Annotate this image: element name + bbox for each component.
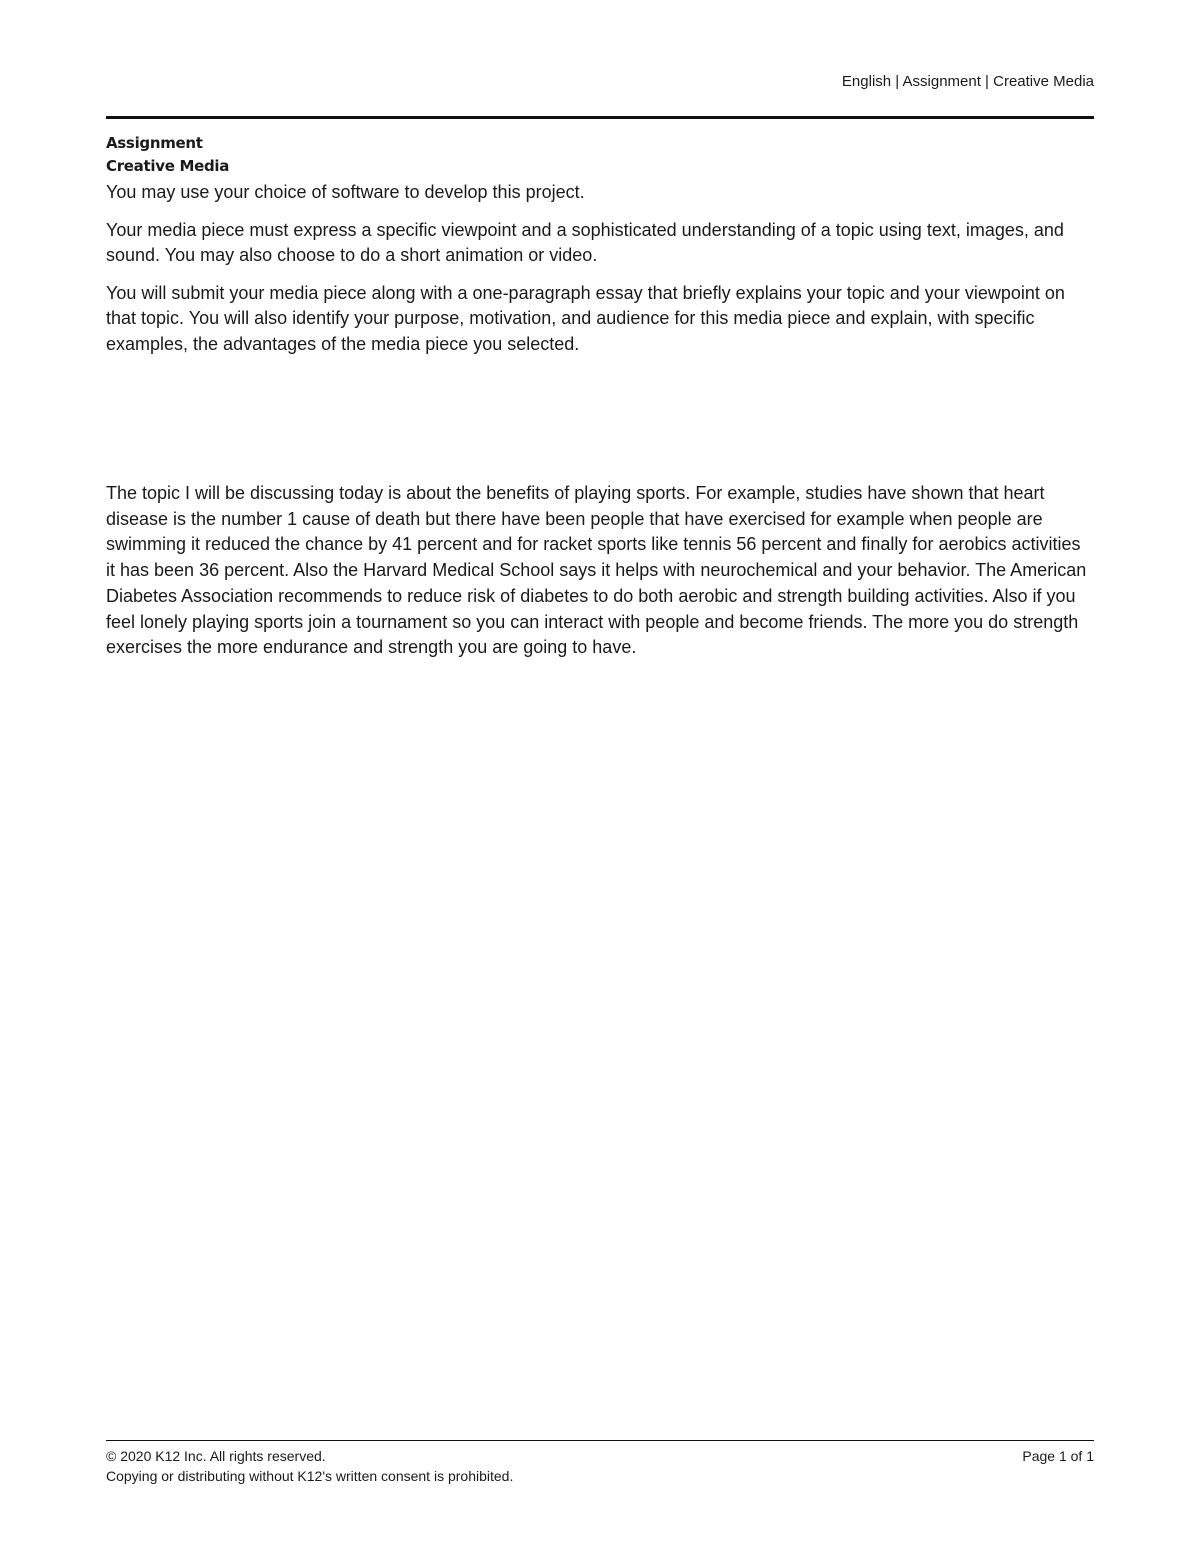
page-number: Page 1 of 1 (1022, 1448, 1094, 1464)
footer-legal (106, 1446, 513, 1486)
instruction-paragraph: You will submit your media piece along with a one-paragraph essay that briefly explains your topic and your viewpoint on that topic. You will also identify your purpose, motivation, and audience for this media piece and explain, with specific examples, the advantages of the media piece you selected. (106, 282, 1065, 354)
page-header-breadcrumb: English | Assignment | Creative Media (841, 73, 1094, 90)
footer-notice: Copying or distributing without K12's written consent is prohibited. (106, 1468, 514, 1484)
essay-paragraph: The topic I will be discussing today is about the benefits of playing sports. For example, studies have shown that heart disease is the number 1 cause of death but there have been people that have exercised for example when people are swimming it reduced the chance by 41 percent and for racket sports like tennis 56 percent and finally for aerobics activities it has been 36 percent. Also the Harvard Medical School says it helps with neurochemical and your behavior. The American Diabetes Association recommends to reduce risk of diabetes to do both aerobic and strength building activities. Also if you feel lonely playing sports join a tournament so you can interact with people and become friends. The more you do strength exercises the more endurance and strength you are going to have. (106, 483, 1087, 658)
instruction-paragraph: You may use your choice of software to develop this project. (106, 182, 585, 202)
header-divider (106, 116, 1094, 119)
assignment-section (106, 132, 1094, 369)
instruction-paragraph: Your media piece must express a specific viewpoint and a sophisticated understanding of a topic using text, images, and sound. You may also choose to do a short animation or video. (106, 219, 1064, 265)
assignment-title: Creative Media (106, 157, 230, 175)
footer-copyright: © 2020 K12 Inc. All rights reserved. (106, 1448, 326, 1464)
footer-divider (106, 1440, 1094, 1441)
assignment-heading: Assignment (106, 134, 203, 152)
